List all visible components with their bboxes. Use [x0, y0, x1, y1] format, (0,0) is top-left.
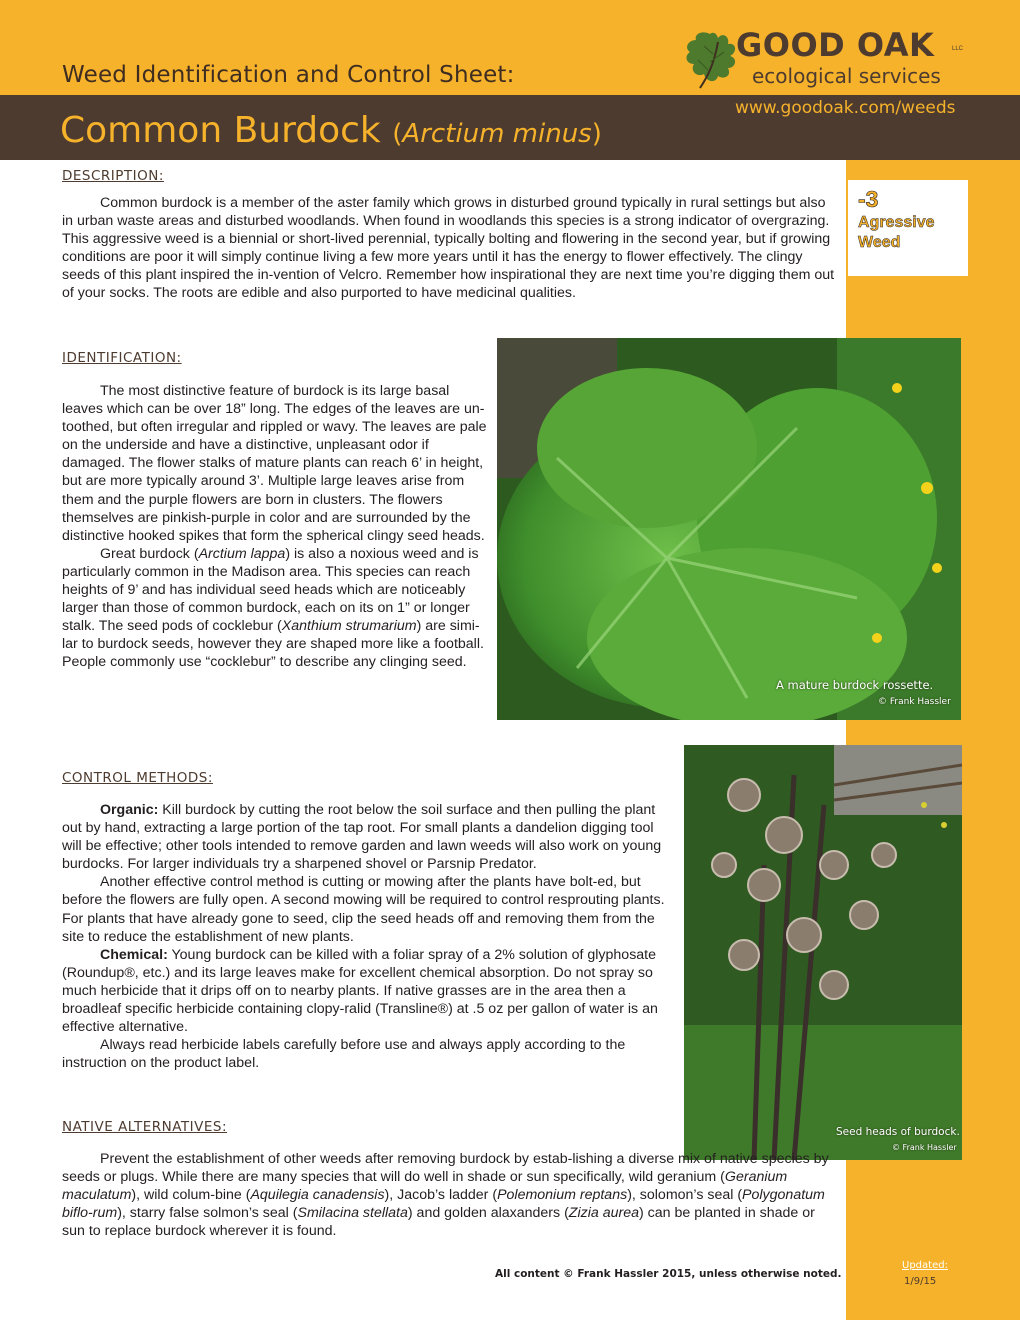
rating-label-line2: Weed: [858, 234, 901, 251]
description-paragraph: Common burdock is a member of the aster family which grows in disturbed ground typically in rural settings but also in urban waste areas and disturbed woodlands. When found in woodlands this species is a strong indicator of overgrazing. This aggressive weed is a biennial or short-lived perennial, typically bolting and flowering in the second year, but if growing conditions are poor it will simply continue living a few more years until it has the energy to flower effectively. The clingy seeds of this plant inspired the in-vention of Velcro. Remember how inspirational they are next time you’re digging them out of your socks. The roots are edible and also purported to have medicinal qualities.: [62, 195, 835, 302]
control-text: [62, 801, 674, 1072]
organic-label: Organic:: [100, 802, 159, 818]
chemical-label: Chemical:: [100, 946, 168, 963]
rating-score: -3: [858, 186, 879, 212]
native-s3: Polemonium reptans: [497, 1187, 628, 1204]
description-text: [62, 194, 837, 303]
rating-label-line1: Agressive: [858, 214, 935, 231]
native-s2: Aquilegia canadensis: [250, 1187, 385, 1204]
native-heading: NATIVE ALTERNATIVES:: [62, 1119, 228, 1135]
control-heading: CONTROL METHODS:: [62, 770, 213, 786]
native-s1: Geranium maculatum: [62, 1169, 788, 1204]
page-title: [60, 110, 602, 151]
control-organic-paragraph: [62, 801, 674, 873]
sheet-title: Weed Identification and Control Sheet:: [62, 62, 515, 88]
control-label-paragraph: Always read herbicide labels carefully before use and always apply according to the instruction on the product label.: [62, 1037, 626, 1072]
native-t2: ), wild colum-bine (: [131, 1187, 251, 1204]
seed-heads-credit: © Frank Hassler: [892, 1143, 957, 1152]
updated-label: Updated:: [902, 1260, 948, 1271]
control-mowing-paragraph: Another effective control method is cutting or mowing after the plants have bolt-ed, but before the flowers are fully open. A second mowing will be required to control resprouting plants. For plants that have already gone to seed, clip the seed heads off and removing them from the site to reduce the establishment of new plants.: [62, 874, 665, 945]
description-heading: DESCRIPTION:: [62, 168, 164, 184]
seed-heads-caption: Seed heads of burdock.: [836, 1126, 960, 1138]
rosette-credit: © Frank Hassler: [878, 697, 951, 707]
scientific-name: Arctium minus: [402, 119, 592, 149]
identification-paragraph-2: [62, 545, 487, 672]
ident-text-c: ) are simi-lar to burdock seeds, however they are shaped more like a football. People commonly use “cocklebur” to describe any clinging seed.: [62, 618, 484, 671]
identification-paragraph-1: The most distinctive feature of burdock is its large basal leaves which can be over 18” long. The edges of the leaves are un-toothed, but often irregular and rippled or wavy. The leaves are pale on the underside and have a distinctive, unpleasant odor if damaged. The flower stalks of mature plants can reach 6’ in height, but are more typically around 3’. Multiple large leaves arise from them and the purple flowers are born in clusters. The flowers themselves are pinkish-purple in color and are surrounded by the distinctive hooked spikes that form the spherical clingy seed heads.: [62, 383, 487, 544]
ident-text-b: ) is also a noxious weed and is particularly common in the Madison area. This species can reach heights of 9’ and has individual seed heads which are noticeably larger than those of common burdock, each on its on 1” or longer stalk. The seed pods of cocklebur (: [62, 545, 479, 635]
native-text: [62, 1150, 832, 1240]
common-name: Common Burdock: [60, 110, 381, 151]
identification-heading: IDENTIFICATION:: [62, 350, 182, 366]
native-paragraph: [62, 1150, 832, 1240]
control-chemical-paragraph: [62, 946, 674, 1036]
native-s6: Zizia aurea: [568, 1205, 639, 1222]
website-link[interactable]: www.goodoak.com/weeds: [735, 98, 956, 118]
organic-text: Kill burdock by cutting the root below the soil surface and then pulling the plant out by hand, extracting a large portion of the tap root. For small plants a dandelion digging tool will be effective; other tools intended to remove garden and lawn weeds will also work on young burdocks. For larger individuals try a sharpened shovel or Parsnip Predator.: [62, 802, 662, 873]
native-s4: Polygonatum biflo-rum: [62, 1187, 825, 1222]
open-paren: (: [392, 119, 403, 149]
chemical-text: Young burdock can be killed with a foliar spray of a 2% solution of glyphosate (Roundup®, etc.) and its large leaves make for excellent chemical absorption. Do not spray so much herbicide that it drips off on to nearby plants. If native grasses are in the area then a broadleaf specific herbicide containing clopy-ralid (Transline®) at .5 oz per gallon of water is an effective alternative.: [62, 946, 658, 1036]
updated-date: 1/9/15: [904, 1276, 937, 1287]
brand-name: GOOD OAK: [736, 26, 935, 64]
seed-heads-photo: [684, 745, 962, 1160]
close-paren: ): [591, 119, 602, 149]
rosette-photo: [497, 338, 961, 720]
identification-text: [62, 382, 487, 672]
brand-subtitle: ecological services: [752, 64, 941, 88]
native-s5: Smilacina stellata: [297, 1205, 408, 1222]
native-t5: ), starry false solmon’s seal (: [117, 1205, 298, 1222]
brand-llc: LLC: [952, 46, 964, 52]
native-t7: ) can be planted in shade or sun to replace burdock wherever it is found.: [62, 1205, 815, 1240]
rosette-caption: A mature burdock rossette.: [776, 678, 934, 692]
native-t6: ) and golden alaxanders (: [407, 1205, 569, 1222]
ident-sci-xanthium: Xanthium strumarium: [281, 618, 417, 635]
copyright-note: All content © Frank Hassler 2015, unless otherwise noted.: [495, 1268, 842, 1280]
native-t4: ), solomon’s seal (: [627, 1187, 743, 1204]
ident-sci-lappa: Arctium lappa: [198, 545, 286, 562]
native-t3: ), Jacob’s ladder (: [384, 1187, 498, 1204]
ident-text-a: Great burdock (: [100, 545, 199, 562]
native-t1: Prevent the establishment of other weeds after removing burdock by estab-lishing a diverse mix of native species by seeds or plugs. While there are many species that will do well in shade or sun specifically, wild geranium (: [62, 1151, 829, 1186]
